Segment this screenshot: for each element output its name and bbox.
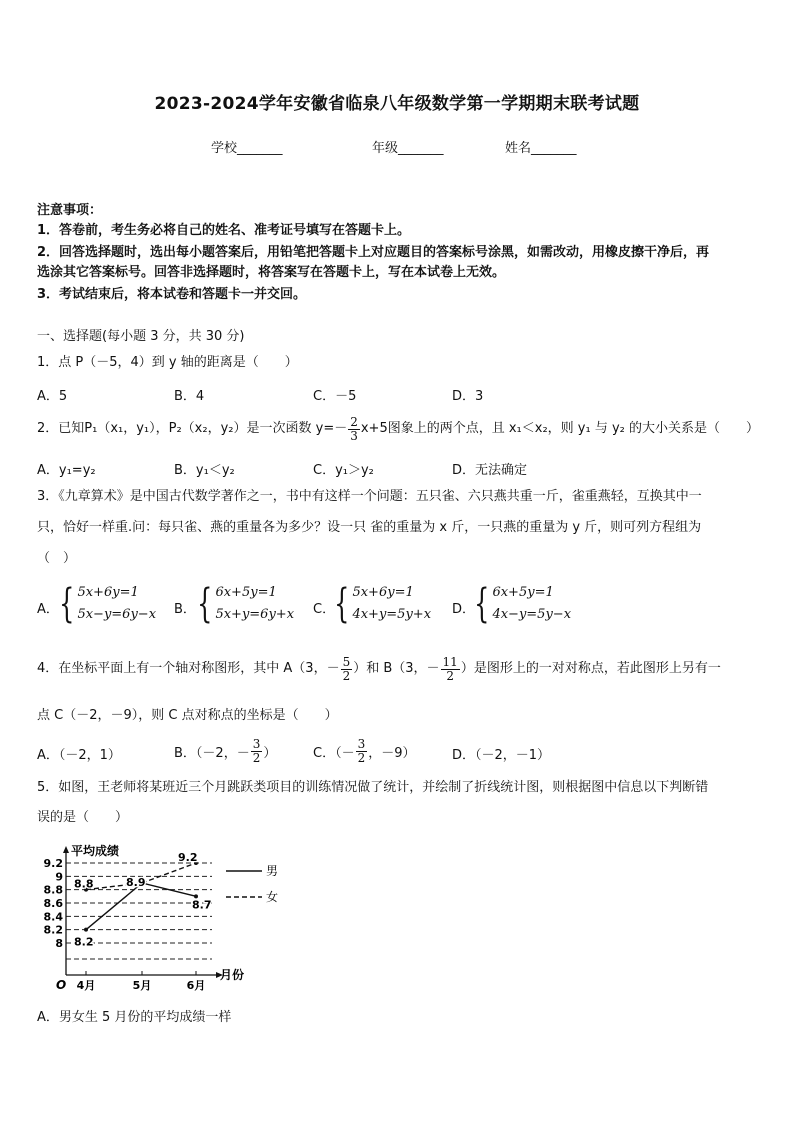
question-1-stem: 1．点 P（－5，4）到 y 轴的距离是（ ）: [37, 355, 298, 370]
y-axis-arrow-icon: [63, 846, 69, 853]
frac-den: 2: [357, 750, 366, 765]
school-field: 学校_______: [211, 141, 283, 156]
notice-item: 2．回答选择题时，选出每小题答案后，用铅笔把答题卡上对应题目的答案标号涂黑，如需改动，用橡皮擦干净后，再: [37, 245, 710, 260]
q4-option-d: D．（－2，－1）: [452, 748, 551, 763]
data-label: 8.9: [126, 876, 146, 889]
q1-option-d: D．3: [452, 389, 484, 404]
legend-label: 女: [266, 890, 279, 904]
q4-option-part: ）: [263, 745, 277, 761]
q4-fraction: [356, 738, 368, 765]
q4-stem-part: ）是图形上的一对对称点，若此图形上另有一: [460, 661, 721, 676]
q4-option-a: A．（－2，1）: [37, 748, 121, 763]
name-field: 姓名_______: [505, 141, 577, 156]
frac-num: 3: [357, 736, 366, 751]
y-tick-label: 8: [55, 937, 63, 950]
q4-option-part: B．（－2，－: [174, 745, 250, 761]
q3-option-b-label: B．: [174, 602, 196, 617]
q4-fraction: [441, 656, 460, 683]
grade-field: 年级_______: [372, 141, 444, 156]
equation: 4x+y=5y+x: [352, 607, 432, 622]
q2-option-c: C．y₁＞y₂: [313, 463, 374, 478]
frac-den: 2: [252, 750, 261, 765]
q4-stem-part: ）和 B（3，－: [353, 661, 440, 676]
x-tick-label: 6月: [186, 979, 206, 992]
brace-icon: {: [197, 581, 213, 627]
data-point: [84, 928, 88, 932]
q4-option-part: C．（－: [313, 745, 355, 761]
notice-heading: 注意事项：: [37, 203, 103, 218]
q4-stem-part: 4．在坐标平面上有一个轴对称图形，其中 A（3，－: [37, 661, 340, 676]
section-heading: 一、选择题(每小题 3 分，共 30 分): [37, 329, 245, 344]
question-4-stem: [37, 652, 721, 686]
line-chart: [36, 843, 296, 993]
q4-fraction: [251, 738, 263, 765]
x-axis-label: 月份: [220, 968, 245, 982]
q1-option-c: C．－5: [313, 389, 357, 404]
frac-den: 2: [342, 668, 351, 683]
y-tick-label: 8.4: [43, 910, 63, 924]
question-4-stem-line2: 点 C（－2，－9），则 C 点对称点的坐标是（ ）: [37, 708, 338, 723]
data-label: 9.2: [178, 851, 198, 864]
equation: 5x+y=6y+x: [215, 607, 295, 622]
question-5-stem: 误的是（ ）: [37, 810, 129, 825]
x-tick-label: 5月: [132, 979, 152, 992]
q5-option-a: A．男女生 5 月份的平均成绩一样: [37, 1010, 232, 1025]
equation: 5x+6y=1: [77, 585, 139, 600]
data-label: 8.8: [74, 877, 94, 891]
q4-option-b: [174, 734, 276, 768]
q4-option-c: [313, 734, 416, 768]
equation: 6x+5y=1: [215, 585, 277, 600]
brace-icon: {: [59, 581, 75, 627]
data-label: 8.2: [74, 935, 94, 949]
question-2-stem: [37, 413, 759, 445]
equation: 4x−y=5y−x: [492, 607, 572, 622]
q2-option-a: A．y₁=y₂: [37, 463, 96, 478]
q3-option-d-label: D．: [452, 602, 476, 617]
equation: 5x+6y=1: [352, 585, 414, 600]
q1-option-a: A．5: [37, 389, 68, 404]
y-tick-label: 9.2: [43, 857, 63, 870]
brace-icon: {: [334, 581, 350, 627]
y-tick-label: 8.2: [43, 923, 63, 937]
q3-option-c-label: C．: [313, 602, 336, 617]
q2-option-b: B．y₁＜y₂: [174, 463, 235, 478]
data-label: 8.7: [192, 898, 212, 912]
equation: 5x−y=6y−x: [77, 607, 157, 622]
brace-icon: {: [474, 581, 490, 627]
question-3-stem: 只，恰好一样重.问：每只雀、燕的重量各为多少？设一只 雀的重量为 x 斤，一只燕的重量为 y 斤，则可列方程组为: [37, 520, 702, 535]
frac-num: 5: [342, 654, 351, 669]
q3-option-c-system: [331, 582, 431, 626]
question-5-stem: 5．如图，王老师将某班近三个月跳跃类项目的训练情况做了统计，并绘制了折线统计图，则根据图中信息以下判断错: [37, 780, 709, 795]
chart-title: 平均成绩: [71, 844, 120, 858]
q2-fraction: [348, 416, 360, 443]
notice-item: 3．考试结束后，将本试卷和答题卡一并交回。: [37, 287, 307, 302]
q2-frac-den: 3: [350, 428, 358, 443]
q1-option-b: B．4: [174, 389, 205, 404]
q3-option-a-label: A．: [37, 602, 59, 617]
equation: 6x+5y=1: [492, 585, 554, 600]
frac-num: 3: [252, 736, 261, 751]
q4-option-part: ，－9）: [368, 745, 416, 761]
q3-option-d-system: [471, 582, 571, 626]
q3-option-b-system: [194, 582, 294, 626]
y-tick-label: 9: [55, 870, 63, 884]
origin-label: O: [56, 978, 67, 992]
notice-item: 1．答卷前，考生务必将自己的姓名、准考证号填写在答题卡上。: [37, 223, 411, 238]
question-3-stem: （ ）: [37, 551, 77, 566]
notice-item: 选涂其它答案标号。回答非选择题时，将答案写在答题卡上，写在本试卷上无效。: [37, 265, 506, 280]
y-tick-label: 8.6: [43, 897, 63, 910]
frac-den: 2: [446, 668, 454, 683]
frac-num: 11: [442, 654, 458, 669]
y-tick-label: 8.8: [43, 883, 63, 897]
q2-stem-part: 2．已知P₁（x₁，y₁），P₂（x₂，y₂）是一次函数 y=－: [37, 421, 348, 436]
page-title: 2023-2024学年安徽省临泉八年级数学第一学期期末联考试题: [154, 94, 640, 114]
question-3-stem: 3．《九章算术》是中国古代数学著作之一，书中有这样一个问题：五只雀、六只燕共重一斤，雀重燕轻，互换其中一: [37, 489, 702, 504]
legend-label: 男: [266, 864, 279, 878]
q3-option-a-system: [56, 582, 156, 626]
q2-option-d: D．无法确定: [452, 463, 528, 478]
q4-fraction: [341, 656, 353, 683]
q2-frac-num: 2: [350, 414, 358, 429]
q2-stem-part: x+5图象上的两个点，且 x₁＜x₂，则 y₁ 与 y₂ 的大小关系是（ ）: [360, 421, 759, 436]
x-tick-label: 4月: [76, 979, 96, 992]
